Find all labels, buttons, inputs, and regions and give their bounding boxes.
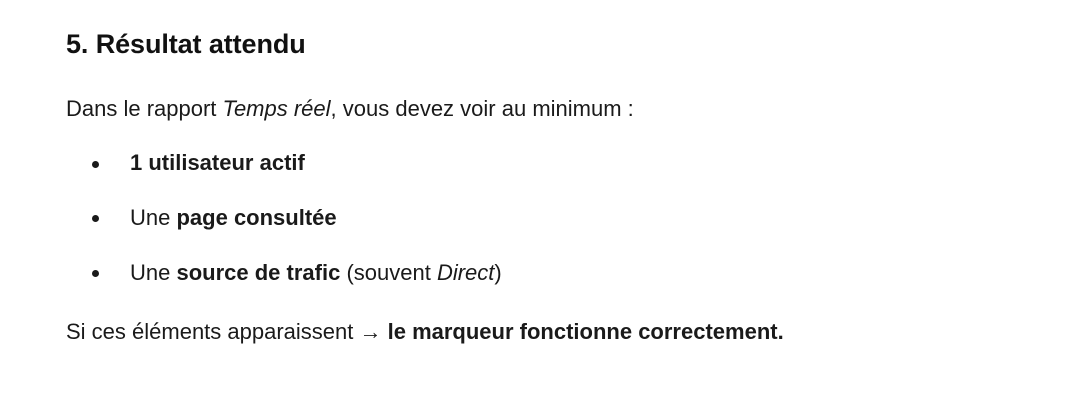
intro-paragraph bbox=[66, 94, 1048, 124]
conclusion-text-before: Si ces éléments apparaissent bbox=[66, 319, 360, 345]
bullet-dot-icon bbox=[92, 161, 99, 168]
item-text-bold: 1 utilisateur actif bbox=[130, 150, 305, 176]
item-text-before: Une bbox=[130, 259, 177, 285]
section-heading: 5. Résultat attendu bbox=[66, 29, 306, 59]
bullet-dot-icon bbox=[92, 215, 99, 222]
intro-report-name: Temps réel bbox=[222, 95, 331, 121]
item-text-italic: Direct bbox=[436, 259, 495, 285]
list-item bbox=[66, 204, 1048, 233]
list-item bbox=[66, 149, 1048, 178]
bullet-dot-icon bbox=[92, 270, 99, 277]
right-arrow-icon: → bbox=[359, 319, 382, 345]
item-text-tail: ) bbox=[494, 259, 502, 285]
intro-text-after: , vous devez voir au minimum : bbox=[330, 95, 634, 121]
item-text-after: (souvent bbox=[340, 259, 437, 285]
intro-text-before: Dans le rapport bbox=[66, 95, 223, 121]
item-text-before: Une bbox=[130, 205, 177, 231]
conclusion-text-bold: le marqueur fonctionne correctement. bbox=[381, 319, 784, 345]
item-text-bold: page consultée bbox=[176, 205, 337, 231]
list-item bbox=[66, 259, 1048, 288]
conclusion-paragraph bbox=[66, 317, 1048, 347]
expected-results-list bbox=[66, 149, 1048, 287]
item-text-bold: source de trafic bbox=[176, 259, 341, 285]
